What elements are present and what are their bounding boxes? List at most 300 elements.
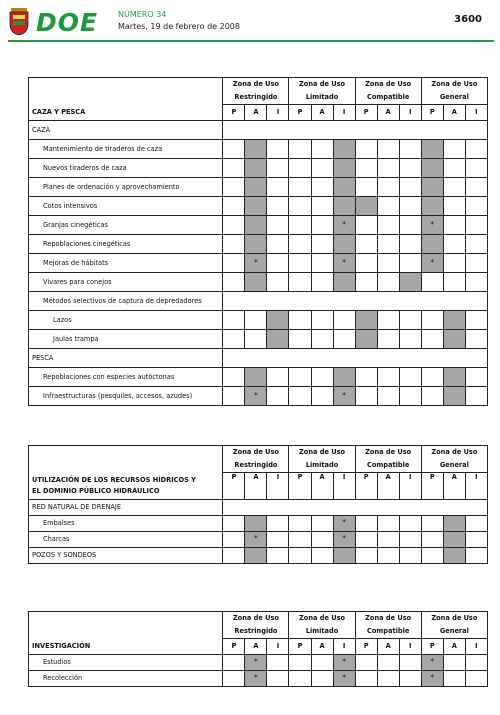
matrix-cell	[399, 367, 421, 386]
phase-header-a: A	[377, 473, 399, 500]
phase-header-p: P	[289, 473, 311, 500]
matrix-cell	[267, 234, 289, 253]
prohibited-cell	[333, 196, 355, 215]
matrix-cell	[443, 139, 465, 158]
matrix-cell	[377, 386, 399, 405]
restricted-cell: *	[245, 654, 267, 670]
empty-span-cell	[223, 291, 488, 310]
table-row	[29, 120, 488, 139]
prohibited-cell	[421, 139, 443, 158]
matrix-cell	[377, 215, 399, 234]
restricted-cell: *	[333, 253, 355, 272]
matrix-cell	[311, 139, 333, 158]
zone-title: Zona de Uso	[223, 446, 289, 460]
phase-header-i: I	[267, 473, 289, 500]
phase-header-p: P	[223, 639, 245, 655]
phase-header-i: I	[333, 639, 355, 655]
matrix-cell	[421, 329, 443, 348]
row-label: Repoblaciones con especies autóctonas	[29, 367, 223, 386]
prohibited-cell	[355, 196, 377, 215]
table-row	[29, 310, 488, 329]
matrix-cell	[421, 515, 443, 531]
matrix-cell	[223, 329, 245, 348]
matrix-cell	[355, 158, 377, 177]
zone-name: Limitado	[289, 625, 355, 639]
matrix-cell	[267, 670, 289, 686]
zone-title: Zona de Uso	[355, 612, 421, 626]
matrix-cell	[289, 196, 311, 215]
zone-name: Restringido	[223, 459, 289, 473]
matrix-cell	[333, 329, 355, 348]
matrix-cell	[267, 515, 289, 531]
matrix-cell	[267, 139, 289, 158]
matrix-cell	[465, 139, 487, 158]
phase-header-i: I	[267, 105, 289, 121]
row-label: Embalses	[29, 515, 223, 531]
prohibited-cell	[245, 272, 267, 291]
restricted-cell: *	[333, 654, 355, 670]
phase-header-i: I	[333, 105, 355, 121]
row-label: Jaulas trampa	[29, 329, 223, 348]
row-label: Cotos intensivos	[29, 196, 223, 215]
table-title: INVESTIGACIÓN	[29, 639, 223, 655]
matrix-cell	[465, 158, 487, 177]
matrix-cell	[377, 196, 399, 215]
zone-name: General	[421, 459, 487, 473]
phase-header-a: A	[245, 105, 267, 121]
matrix-cell	[377, 158, 399, 177]
table-row	[29, 272, 488, 291]
matrix-cell	[355, 177, 377, 196]
phase-header-i: I	[465, 105, 487, 121]
table-row	[29, 215, 488, 234]
matrix-cell	[311, 367, 333, 386]
table-row	[29, 547, 488, 563]
prohibited-cell	[333, 177, 355, 196]
prohibited-cell	[245, 139, 267, 158]
prohibited-cell	[245, 515, 267, 531]
zone-title: Zona de Uso	[289, 612, 355, 626]
table-row	[29, 348, 488, 367]
empty-span-cell	[223, 348, 488, 367]
phase-header-i: I	[399, 639, 421, 655]
matrix-cell	[377, 272, 399, 291]
matrix-cell	[311, 196, 333, 215]
phase-header-p: P	[421, 105, 443, 121]
row-label: Repoblaciones cinegéticas	[29, 234, 223, 253]
matrix-cell	[399, 329, 421, 348]
table-row	[29, 386, 488, 405]
matrix-cell	[311, 670, 333, 686]
matrix-cell	[465, 515, 487, 531]
table-row	[29, 515, 488, 531]
table-row	[29, 670, 488, 686]
row-label: PESCA	[29, 348, 223, 367]
matrix-cell	[377, 367, 399, 386]
prohibited-cell	[245, 367, 267, 386]
zone-title: Zona de Uso	[223, 78, 289, 92]
zone-name: Limitado	[289, 91, 355, 105]
matrix-cell	[289, 670, 311, 686]
matrix-cell	[465, 215, 487, 234]
matrix-cell	[355, 386, 377, 405]
zone-name: Limitado	[289, 459, 355, 473]
matrix-cell	[289, 329, 311, 348]
matrix-cell	[465, 253, 487, 272]
matrix-cell	[377, 531, 399, 547]
row-label: POZOS Y SONDEOS	[29, 547, 223, 563]
matrix-cell	[267, 215, 289, 234]
recursos-hidricos-table	[28, 445, 488, 564]
zone-header-row	[29, 612, 488, 626]
matrix-cell	[399, 515, 421, 531]
matrix-cell	[267, 253, 289, 272]
matrix-cell	[465, 386, 487, 405]
phase-header-p: P	[421, 639, 443, 655]
issue-number: NÚMERO 34	[118, 10, 167, 19]
matrix-cell	[289, 310, 311, 329]
prohibited-cell	[443, 515, 465, 531]
zone-name: Compatible	[355, 625, 421, 639]
matrix-cell	[245, 310, 267, 329]
zone-name: Compatible	[355, 91, 421, 105]
table-row	[29, 531, 488, 547]
matrix-cell	[399, 158, 421, 177]
prohibited-cell	[443, 329, 465, 348]
matrix-cell	[465, 367, 487, 386]
table-title-line1: UTILIZACIÓN DE LOS RECURSOS HÍDRICOS Y	[32, 475, 196, 484]
prohibited-cell	[267, 310, 289, 329]
restricted-cell: *	[421, 253, 443, 272]
empty-span-cell	[223, 499, 488, 515]
header-blank-cell	[29, 78, 223, 105]
matrix-cell	[421, 547, 443, 563]
matrix-cell	[289, 272, 311, 291]
phase-header-a: A	[377, 105, 399, 121]
matrix-cell	[223, 654, 245, 670]
matrix-cell	[443, 215, 465, 234]
matrix-cell	[223, 386, 245, 405]
restricted-cell: *	[245, 253, 267, 272]
prohibited-cell	[421, 196, 443, 215]
zone-title: Zona de Uso	[223, 612, 289, 626]
matrix-cell	[465, 310, 487, 329]
restricted-cell: *	[333, 215, 355, 234]
table-row	[29, 196, 488, 215]
matrix-cell	[311, 654, 333, 670]
restricted-cell: *	[333, 670, 355, 686]
row-label: Recolección	[29, 670, 223, 686]
phase-header-p: P	[421, 473, 443, 500]
phase-header-p: P	[355, 473, 377, 500]
table-row	[29, 158, 488, 177]
matrix-cell	[223, 670, 245, 686]
matrix-cell	[289, 215, 311, 234]
publication-date: Martes, 19 de febrero de 2008	[118, 22, 240, 31]
matrix-cell	[289, 547, 311, 563]
restricted-cell: *	[245, 670, 267, 686]
matrix-cell	[311, 310, 333, 329]
table-row	[29, 329, 488, 348]
matrix-cell	[223, 158, 245, 177]
zone-title: Zona de Uso	[421, 612, 487, 626]
matrix-cell	[267, 272, 289, 291]
matrix-cell	[399, 139, 421, 158]
phase-header-i: I	[465, 473, 487, 500]
page-header	[8, 6, 494, 42]
phase-header-a: A	[377, 639, 399, 655]
table-row	[29, 654, 488, 670]
matrix-cell	[465, 196, 487, 215]
matrix-cell	[289, 158, 311, 177]
phase-header-a: A	[443, 105, 465, 121]
coat-of-arms-icon	[8, 6, 30, 36]
matrix-cell	[377, 654, 399, 670]
prohibited-cell	[333, 367, 355, 386]
matrix-cell	[311, 547, 333, 563]
table-row	[29, 234, 488, 253]
matrix-cell	[377, 670, 399, 686]
matrix-cell	[311, 234, 333, 253]
zone-title: Zona de Uso	[421, 446, 487, 460]
table-title	[29, 473, 223, 500]
matrix-cell	[223, 531, 245, 547]
row-label: RED NATURAL DE DRENAJE	[29, 499, 223, 515]
matrix-cell	[355, 531, 377, 547]
matrix-cell	[355, 367, 377, 386]
zone-name: General	[421, 625, 487, 639]
matrix-cell	[333, 310, 355, 329]
matrix-cell	[399, 531, 421, 547]
prohibited-cell	[443, 367, 465, 386]
matrix-cell	[355, 515, 377, 531]
phase-header-row	[29, 105, 488, 121]
matrix-cell	[223, 177, 245, 196]
prohibited-cell	[355, 310, 377, 329]
matrix-cell	[399, 386, 421, 405]
matrix-cell	[289, 253, 311, 272]
matrix-cell	[289, 234, 311, 253]
phase-header-row	[29, 639, 488, 655]
phase-header-i: I	[333, 473, 355, 500]
matrix-cell	[311, 253, 333, 272]
matrix-cell	[443, 158, 465, 177]
matrix-cell	[223, 272, 245, 291]
row-label: Vivares para conejos	[29, 272, 223, 291]
restricted-cell: *	[333, 386, 355, 405]
zone-title: Zona de Uso	[355, 446, 421, 460]
zone-name: Restringido	[223, 625, 289, 639]
matrix-cell	[267, 367, 289, 386]
phase-header-row	[29, 473, 488, 500]
table-row	[29, 139, 488, 158]
page-number: 3600	[454, 14, 482, 25]
matrix-cell	[377, 253, 399, 272]
restricted-cell: *	[245, 386, 267, 405]
matrix-cell	[465, 531, 487, 547]
phase-header-i: I	[267, 639, 289, 655]
prohibited-cell	[245, 158, 267, 177]
prohibited-cell	[245, 215, 267, 234]
matrix-cell	[223, 310, 245, 329]
matrix-cell	[377, 177, 399, 196]
prohibited-cell	[245, 177, 267, 196]
matrix-cell	[267, 158, 289, 177]
phase-header-i: I	[399, 473, 421, 500]
matrix-cell	[223, 234, 245, 253]
matrix-cell	[377, 234, 399, 253]
matrix-cell	[355, 272, 377, 291]
table-row	[29, 253, 488, 272]
zone-name: Restringido	[223, 91, 289, 105]
matrix-cell	[267, 547, 289, 563]
matrix-cell	[399, 654, 421, 670]
row-label: Charcas	[29, 531, 223, 547]
matrix-cell	[355, 253, 377, 272]
prohibited-cell	[245, 234, 267, 253]
zone-header-row	[29, 78, 488, 92]
phase-header-p: P	[355, 105, 377, 121]
matrix-cell	[465, 670, 487, 686]
matrix-cell	[399, 670, 421, 686]
matrix-cell	[355, 215, 377, 234]
prohibited-cell	[267, 329, 289, 348]
row-label: Nuevos tiraderos de caza	[29, 158, 223, 177]
matrix-cell	[399, 310, 421, 329]
matrix-cell	[223, 253, 245, 272]
phase-header-a: A	[443, 639, 465, 655]
matrix-cell	[223, 215, 245, 234]
matrix-cell	[311, 177, 333, 196]
row-label: Planes de ordenación y aprovechamiento	[29, 177, 223, 196]
table-row	[29, 291, 488, 310]
matrix-cell	[289, 386, 311, 405]
matrix-cell	[421, 272, 443, 291]
matrix-cell	[421, 531, 443, 547]
matrix-cell	[443, 196, 465, 215]
matrix-cell	[311, 515, 333, 531]
matrix-cell	[223, 196, 245, 215]
prohibited-cell	[443, 531, 465, 547]
prohibited-cell	[399, 272, 421, 291]
prohibited-cell	[421, 177, 443, 196]
matrix-cell	[465, 234, 487, 253]
prohibited-cell	[333, 234, 355, 253]
phase-header-p: P	[289, 639, 311, 655]
matrix-cell	[267, 531, 289, 547]
restricted-cell: *	[421, 215, 443, 234]
restricted-cell: *	[333, 531, 355, 547]
matrix-cell	[311, 215, 333, 234]
table-row	[29, 367, 488, 386]
zone-title: Zona de Uso	[421, 78, 487, 92]
row-label: Estudios	[29, 654, 223, 670]
row-label: Granjas cinegéticas	[29, 215, 223, 234]
phase-header-a: A	[245, 639, 267, 655]
phase-header-i: I	[399, 105, 421, 121]
matrix-cell	[377, 547, 399, 563]
row-label: Mejoras de hábitats	[29, 253, 223, 272]
matrix-cell	[421, 367, 443, 386]
matrix-cell	[355, 670, 377, 686]
empty-span-cell	[223, 120, 488, 139]
matrix-cell	[223, 515, 245, 531]
matrix-cell	[311, 329, 333, 348]
prohibited-cell	[245, 196, 267, 215]
matrix-cell	[267, 386, 289, 405]
restricted-cell: *	[421, 670, 443, 686]
phase-header-a: A	[311, 639, 333, 655]
matrix-cell	[311, 272, 333, 291]
row-label: Infraestructuras (pesquiles, accesos, azudes)	[29, 386, 223, 405]
matrix-cell	[377, 329, 399, 348]
phase-header-a: A	[245, 473, 267, 500]
matrix-cell	[289, 515, 311, 531]
matrix-cell	[465, 547, 487, 563]
matrix-cell	[289, 531, 311, 547]
prohibited-cell	[355, 329, 377, 348]
prohibited-cell	[443, 310, 465, 329]
prohibited-cell	[421, 158, 443, 177]
matrix-cell	[289, 177, 311, 196]
matrix-cell	[355, 139, 377, 158]
matrix-cell	[465, 329, 487, 348]
matrix-cell	[399, 215, 421, 234]
matrix-cell	[289, 367, 311, 386]
matrix-cell	[355, 547, 377, 563]
table-title: CAZA Y PESCA	[29, 105, 223, 121]
table-title-line2: EL DOMINIO PÚBLICO HIDRÁULICO	[32, 486, 160, 495]
matrix-cell	[377, 515, 399, 531]
prohibited-cell	[245, 547, 267, 563]
table-row	[29, 177, 488, 196]
matrix-cell	[443, 654, 465, 670]
matrix-cell	[267, 177, 289, 196]
matrix-cell	[399, 547, 421, 563]
header-blank-cell	[29, 446, 223, 473]
matrix-cell	[289, 139, 311, 158]
matrix-cell	[223, 547, 245, 563]
matrix-cell	[355, 234, 377, 253]
table-row	[29, 499, 488, 515]
matrix-cell	[421, 310, 443, 329]
matrix-cell	[465, 177, 487, 196]
matrix-cell	[399, 177, 421, 196]
matrix-cell	[443, 177, 465, 196]
matrix-cell	[311, 531, 333, 547]
prohibited-cell	[333, 158, 355, 177]
matrix-cell	[289, 654, 311, 670]
caza-pesca-table	[28, 77, 488, 406]
prohibited-cell	[443, 547, 465, 563]
matrix-cell	[377, 139, 399, 158]
phase-header-p: P	[223, 473, 245, 500]
doe-logo: DOE	[36, 8, 99, 37]
matrix-cell	[377, 310, 399, 329]
phase-header-i: I	[465, 639, 487, 655]
prohibited-cell	[333, 272, 355, 291]
matrix-cell	[443, 670, 465, 686]
zone-header-row	[29, 446, 488, 460]
phase-header-a: A	[311, 105, 333, 121]
matrix-cell	[311, 158, 333, 177]
prohibited-cell	[443, 386, 465, 405]
matrix-cell	[399, 253, 421, 272]
phase-header-a: A	[311, 473, 333, 500]
phase-header-p: P	[223, 105, 245, 121]
matrix-cell	[267, 196, 289, 215]
matrix-cell	[465, 654, 487, 670]
